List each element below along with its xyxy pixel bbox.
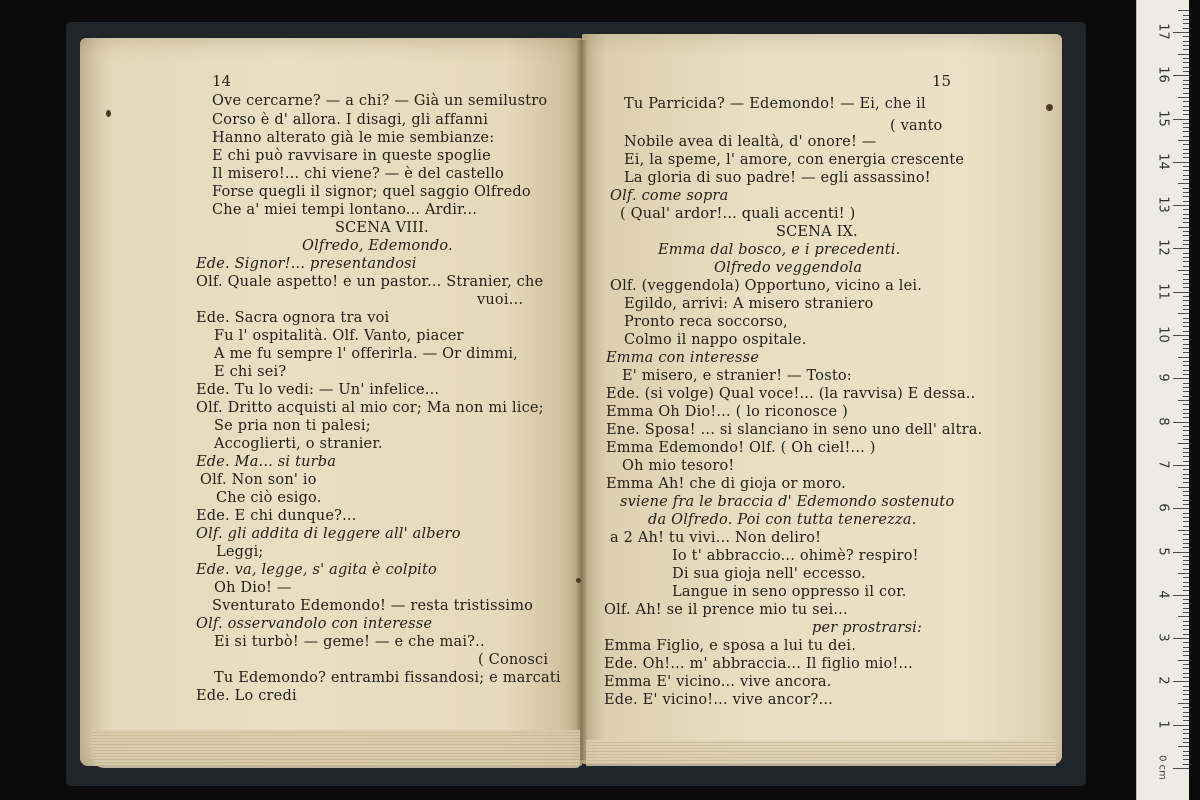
ruler-tick	[1183, 720, 1189, 721]
ruler-tick	[1183, 491, 1189, 492]
ruler-tick	[1183, 279, 1189, 280]
ruler-tick	[1173, 465, 1189, 466]
ruler-tick	[1183, 274, 1189, 275]
ruler-number: 2	[1155, 676, 1171, 686]
ruler-tick	[1183, 543, 1189, 544]
ruler-tick	[1183, 157, 1189, 158]
ruler-tick	[1183, 19, 1189, 20]
ruler-tick	[1183, 49, 1189, 50]
text-line: per prostrarsi:	[812, 620, 923, 636]
ruler-tick	[1183, 136, 1189, 137]
book-gutter	[576, 40, 588, 760]
ruler-tick	[1178, 487, 1189, 488]
ruler-tick	[1183, 738, 1189, 739]
ruler-tick	[1183, 599, 1189, 600]
ruler-tick	[1183, 603, 1189, 604]
text-line: Egildo, arrivi: A misero straniero	[624, 296, 874, 312]
ruler-tick	[1178, 183, 1189, 184]
ruler-number: 11	[1155, 282, 1171, 300]
ruler-tick	[1183, 621, 1189, 622]
ruler-tick	[1183, 556, 1189, 557]
text-line: Accoglierti, o stranier.	[214, 436, 383, 452]
ruler-tick	[1183, 673, 1189, 674]
ruler-tick	[1173, 681, 1189, 682]
ruler-tick	[1178, 140, 1189, 141]
ruler-tick	[1183, 93, 1189, 94]
text-line: da Olfredo. Poi con tutta tenerezza.	[648, 512, 917, 528]
ruler-tick	[1173, 552, 1189, 553]
ruler-tick	[1178, 97, 1189, 98]
ruler-tick	[1183, 222, 1189, 223]
ruler-tick	[1183, 370, 1189, 371]
text-line: Ei si turbò! — geme! — e che mai?..	[214, 634, 485, 650]
ruler-tick	[1183, 759, 1189, 760]
ruler-tick	[1183, 322, 1189, 323]
ruler-tick	[1183, 257, 1189, 258]
ruler-tick	[1183, 448, 1189, 449]
ruler-tick	[1183, 67, 1189, 68]
ruler-tick	[1183, 23, 1189, 24]
ruler-tick	[1183, 482, 1189, 483]
ruler-number: 12	[1155, 239, 1171, 257]
ruler-tick	[1183, 309, 1189, 310]
ruler-tick	[1183, 612, 1189, 613]
ruler-tick	[1178, 313, 1189, 314]
ruler-number: 8	[1155, 416, 1171, 426]
text-line: Colmo il nappo ospitale.	[624, 332, 807, 348]
ruler-tick	[1183, 62, 1189, 63]
text-line: Fu l' ospitalità. Olf. Vanto, piacer	[214, 328, 464, 344]
ruler-number: 17	[1155, 23, 1171, 40]
ruler-tick	[1173, 205, 1189, 206]
ruler-number: 3	[1155, 633, 1171, 642]
ruler-tick	[1183, 625, 1189, 626]
ruler-tick	[1183, 352, 1189, 353]
ruler-tick	[1183, 166, 1189, 167]
text-line: Il misero!... chi viene? — è del castello	[212, 166, 504, 182]
ruler-tick	[1183, 45, 1189, 46]
text-line: Corso è d' allora. I disagi, gli affanni	[212, 112, 489, 128]
ruler-tick	[1183, 318, 1189, 319]
ruler-tick	[1183, 209, 1189, 210]
text-line: sviene fra le braccia d' Edemondo sostenuto	[620, 494, 955, 510]
text-line: Emma con interesse	[606, 350, 760, 366]
text-line: E chi sei?	[214, 364, 287, 380]
ruler-tick	[1183, 430, 1189, 431]
ruler-number: 4	[1155, 590, 1171, 599]
ruler-tick	[1183, 500, 1189, 501]
foxing-spot	[576, 578, 581, 583]
ruler-tick	[1183, 413, 1189, 414]
ruler-tick	[1183, 361, 1189, 362]
ruler-tick	[1178, 10, 1189, 11]
text-line: Ede. Ma... si turba	[196, 454, 337, 470]
ruler-tick	[1183, 244, 1189, 245]
ruler-tick	[1183, 712, 1189, 713]
text-line: Di sua gioja nell' eccesso.	[672, 566, 866, 582]
ruler-tick	[1183, 231, 1189, 232]
ruler-tick	[1183, 283, 1189, 284]
text-line: Leggi;	[216, 544, 264, 560]
ruler-tick	[1183, 80, 1189, 81]
ruler-tick	[1173, 75, 1189, 76]
text-line: ( vanto	[890, 118, 943, 134]
ruler-tick	[1183, 478, 1189, 479]
ruler-number: 10	[1155, 326, 1171, 343]
ruler-tick	[1183, 469, 1189, 470]
ruler-tick	[1183, 586, 1189, 587]
ruler-tick	[1183, 240, 1189, 241]
ruler-tick	[1183, 733, 1189, 734]
ruler-tick	[1173, 725, 1189, 726]
text-line: Emma Oh Dio!... ( lo riconosce )	[606, 404, 848, 420]
ruler-tick	[1183, 474, 1189, 475]
ruler-tick	[1183, 629, 1189, 630]
ruler-tick	[1183, 764, 1189, 765]
ruler-tick	[1183, 439, 1189, 440]
ruler-tick	[1183, 374, 1189, 375]
ruler-tick	[1183, 326, 1189, 327]
ruler-tick	[1183, 296, 1189, 297]
ruler-tick	[1173, 422, 1189, 423]
ruler-tick	[1183, 577, 1189, 578]
ruler-tick	[1173, 292, 1189, 293]
ruler-tick	[1183, 58, 1189, 59]
text-line: Olf. Dritto acquisti al mio cor; Ma non mi lice;	[196, 400, 544, 416]
text-line: Ove cercarne? — a chi? — Già un semilustro	[212, 93, 548, 109]
text-line: Olf. gli addita di leggere all' albero	[196, 526, 461, 542]
ruler-tick	[1183, 456, 1189, 457]
text-line: Tu Edemondo? entrambi fissandosi; e marcati	[214, 670, 561, 686]
ruler-tick	[1178, 746, 1189, 747]
ruler-tick	[1183, 534, 1189, 535]
ruler-number: 7	[1155, 460, 1171, 469]
ruler-tick	[1183, 144, 1189, 145]
text-line: Che ciò esigo.	[216, 490, 322, 506]
ruler-tick	[1178, 54, 1189, 55]
ruler-tick	[1183, 742, 1189, 743]
text-line: Emma Edemondo! Olf. ( Oh ciel!... )	[606, 440, 876, 456]
text-line: ( Qual' ardor!... quali accenti! )	[620, 206, 856, 222]
text-line: Ede. va, legge, s' agita è colpito	[196, 562, 437, 578]
text-line: Oh Dio! —	[214, 580, 292, 596]
ruler-tick	[1183, 391, 1189, 392]
ruler-tick	[1183, 131, 1189, 132]
ruler-tick	[1183, 84, 1189, 85]
text-line: SCENA VIII.	[335, 220, 429, 236]
page-edges-left	[92, 730, 580, 768]
ruler-tick	[1183, 699, 1189, 700]
text-line: Ede. Signor!... presentandosi	[196, 256, 417, 272]
ruler-tick	[1183, 348, 1189, 349]
text-line: E' misero, e stranier! — Tosto:	[622, 368, 852, 384]
text-line: Se pria non ti palesi;	[214, 418, 371, 434]
ruler-tick	[1183, 170, 1189, 171]
ruler-tick	[1183, 88, 1189, 89]
text-line: A me fu sempre l' offerirla. — Or dimmi,	[214, 346, 518, 362]
foxing-spot	[1046, 104, 1053, 111]
ruler-tick	[1183, 569, 1189, 570]
text-line: ( Conosci	[478, 652, 549, 668]
ruler-tick	[1183, 513, 1189, 514]
ruler-tick	[1183, 686, 1189, 687]
text-line: Ede. E' vicino!... vive ancor?...	[604, 692, 833, 708]
ruler-tick	[1183, 383, 1189, 384]
ruler-tick	[1183, 582, 1189, 583]
ruler-tick	[1173, 248, 1189, 249]
ruler-tick	[1183, 339, 1189, 340]
ruler-tick	[1183, 608, 1189, 609]
ruler-tick	[1183, 755, 1189, 756]
ruler-number: 14	[1155, 153, 1171, 170]
ruler-tick	[1183, 261, 1189, 262]
ruler-tick	[1183, 426, 1189, 427]
text-line: La gloria di suo padre! — egli assassino!	[624, 170, 931, 186]
ruler-tick	[1183, 716, 1189, 717]
ruler-tick	[1183, 707, 1189, 708]
text-line: Che a' miei tempi lontano... Ardir...	[212, 202, 478, 218]
ruler-tick	[1183, 435, 1189, 436]
ruler-number: 13	[1155, 196, 1171, 213]
ruler-tick	[1183, 664, 1189, 665]
ruler-tick	[1183, 266, 1189, 267]
text-line: Ei, la speme, l' amore, con energia crescente	[624, 152, 965, 168]
ruler-tick	[1183, 751, 1189, 752]
measuring-ruler	[1136, 0, 1189, 800]
ruler-tick	[1183, 409, 1189, 410]
text-line: Nobile avea di lealtà, d' onore! —	[624, 134, 877, 150]
ruler-tick	[1183, 647, 1189, 648]
ruler-tick	[1178, 573, 1189, 574]
ruler-tick	[1183, 642, 1189, 643]
ruler-tick	[1173, 768, 1189, 769]
text-line: Ede. Oh!... m' abbraccia... Il figlio mio!...	[604, 656, 913, 672]
ruler-tick	[1183, 192, 1189, 193]
ruler-number: 1	[1155, 720, 1171, 729]
ruler-tick	[1183, 677, 1189, 678]
ruler-tick	[1183, 560, 1189, 561]
ruler-tick	[1183, 123, 1189, 124]
text-line: Olf. come sopra	[610, 188, 729, 204]
ruler-tick	[1183, 452, 1189, 453]
ruler-tick	[1173, 119, 1189, 120]
ruler-tick	[1183, 110, 1189, 111]
ruler-tick	[1173, 638, 1189, 639]
ruler-number: 15	[1155, 109, 1171, 127]
ruler-tick	[1173, 162, 1189, 163]
ruler-tick	[1183, 235, 1189, 236]
ruler-tick	[1183, 396, 1189, 397]
ruler-tick	[1183, 651, 1189, 652]
ruler-tick	[1178, 530, 1189, 531]
text-line: Sventurato Edemondo! — resta tristissimo	[212, 598, 534, 614]
ruler-tick	[1183, 495, 1189, 496]
ruler-tick	[1183, 149, 1189, 150]
ruler-tick	[1183, 539, 1189, 540]
text-line: Pronto reca soccorso,	[624, 314, 788, 330]
text-line: SCENA IX.	[776, 224, 858, 240]
ruler-tick	[1183, 305, 1189, 306]
ruler-tick	[1183, 504, 1189, 505]
ruler-tick	[1183, 668, 1189, 669]
text-line: Olfredo, Edemondo.	[302, 238, 453, 254]
ruler-tick	[1183, 101, 1189, 102]
text-line: Ede. Tu lo vedi: — Un' infelice...	[196, 382, 440, 398]
ruler-tick	[1178, 400, 1189, 401]
ruler-tick	[1183, 300, 1189, 301]
ruler-tick	[1183, 461, 1189, 462]
ruler-tick	[1183, 287, 1189, 288]
page-edges-right	[586, 740, 1056, 766]
ruler-tick	[1183, 404, 1189, 405]
text-line: Ene. Sposa! ... si slanciano in seno uno dell' altra.	[606, 422, 983, 438]
page-number-left: 14	[212, 72, 232, 90]
ruler-tick	[1183, 36, 1189, 37]
ruler-tick	[1183, 153, 1189, 154]
ruler-tick	[1173, 378, 1189, 379]
ruler-tick	[1183, 344, 1189, 345]
ruler-tick	[1183, 127, 1189, 128]
ruler-tick	[1183, 694, 1189, 695]
ruler-tick	[1178, 616, 1189, 617]
text-line: Hanno alterato già le mie sembianze:	[212, 130, 495, 146]
text-line: a 2 Ah! tu vivi... Non deliro!	[610, 530, 822, 546]
ruler-tick	[1183, 387, 1189, 388]
ruler-tick	[1183, 253, 1189, 254]
ruler-tick	[1178, 660, 1189, 661]
ruler-tick	[1183, 179, 1189, 180]
text-line: Forse quegli il signor; quel saggio Olfredo	[212, 184, 531, 200]
text-line: Ede. E chi dunque?...	[196, 508, 357, 524]
ruler-tick	[1183, 106, 1189, 107]
ruler-tick	[1183, 114, 1189, 115]
ruler-tick	[1183, 331, 1189, 332]
ruler-tick	[1183, 517, 1189, 518]
ruler-tick	[1183, 41, 1189, 42]
ruler-tick	[1173, 595, 1189, 596]
ruler-tick	[1183, 521, 1189, 522]
ruler-tick	[1183, 634, 1189, 635]
text-line: Io t' abbraccio... ohimè? respiro!	[672, 548, 919, 564]
text-line: Olf. Ah! se il prence mio tu sei...	[604, 602, 848, 618]
foxing-spot	[106, 110, 111, 117]
ruler-number: 9	[1155, 373, 1171, 382]
ruler-tick	[1183, 729, 1189, 730]
ruler-tick	[1183, 175, 1189, 176]
page-number-right: 15	[932, 72, 952, 90]
ruler-tick	[1183, 214, 1189, 215]
text-line: Emma Ah! che di gioja or moro.	[606, 476, 846, 492]
ruler-tick	[1183, 71, 1189, 72]
ruler-tick	[1183, 201, 1189, 202]
ruler-tick	[1178, 357, 1189, 358]
text-line: Langue in seno oppresso il cor.	[672, 584, 907, 600]
text-line: Olf. Quale aspetto! e un pastor... Stranier, che	[196, 274, 544, 290]
ruler-tick	[1183, 655, 1189, 656]
ruler-tick	[1183, 690, 1189, 691]
text-line: Olfredo veggendola	[714, 260, 863, 276]
ruler-tick	[1178, 270, 1189, 271]
ruler-number: 5	[1155, 546, 1171, 556]
ruler-tick	[1183, 218, 1189, 219]
text-line: Olf. (veggendola) Opportuno, vicino a lei.	[610, 278, 923, 294]
text-line: Ede. Lo credi	[196, 688, 297, 704]
ruler-tick	[1183, 28, 1189, 29]
ruler-number: 16	[1155, 66, 1171, 83]
text-line: Olf. Non son' io	[200, 472, 317, 488]
text-line: Ede. (si volge) Qual voce!... (la ravvisa) E dessa..	[606, 386, 976, 402]
ruler-unit-label: 0 cm	[1156, 755, 1168, 780]
text-line: vuoi...	[477, 292, 524, 308]
ruler-tick	[1183, 526, 1189, 527]
ruler-tick	[1183, 365, 1189, 366]
text-line: Tu Parricida? — Edemondo! — Ei, che il	[624, 96, 926, 112]
text-line: Oh mio tesoro!	[622, 458, 735, 474]
ruler-tick	[1183, 590, 1189, 591]
text-line: Olf. osservandolo con interesse	[196, 616, 433, 632]
ruler-tick	[1183, 196, 1189, 197]
text-line: Emma E' vicino... vive ancora.	[604, 674, 832, 690]
ruler-tick	[1173, 335, 1189, 336]
text-line: Emma Figlio, e sposa a lui tu dei.	[604, 638, 857, 654]
ruler-tick	[1178, 227, 1189, 228]
text-line: Emma dal bosco, e i precedenti.	[658, 242, 901, 258]
ruler-number: 6	[1155, 503, 1171, 512]
ruler-tick	[1183, 15, 1189, 16]
ruler-tick	[1183, 417, 1189, 418]
ruler-tick	[1178, 443, 1189, 444]
text-line: Ede. Sacra ognora tra voi	[196, 310, 390, 326]
ruler-tick	[1173, 508, 1189, 509]
ruler-tick	[1178, 703, 1189, 704]
ruler-tick	[1173, 32, 1189, 33]
ruler-tick	[1183, 547, 1189, 548]
text-line: E chi può ravvisare in queste spoglie	[212, 148, 491, 164]
ruler-tick	[1183, 188, 1189, 189]
ruler-tick	[1183, 564, 1189, 565]
